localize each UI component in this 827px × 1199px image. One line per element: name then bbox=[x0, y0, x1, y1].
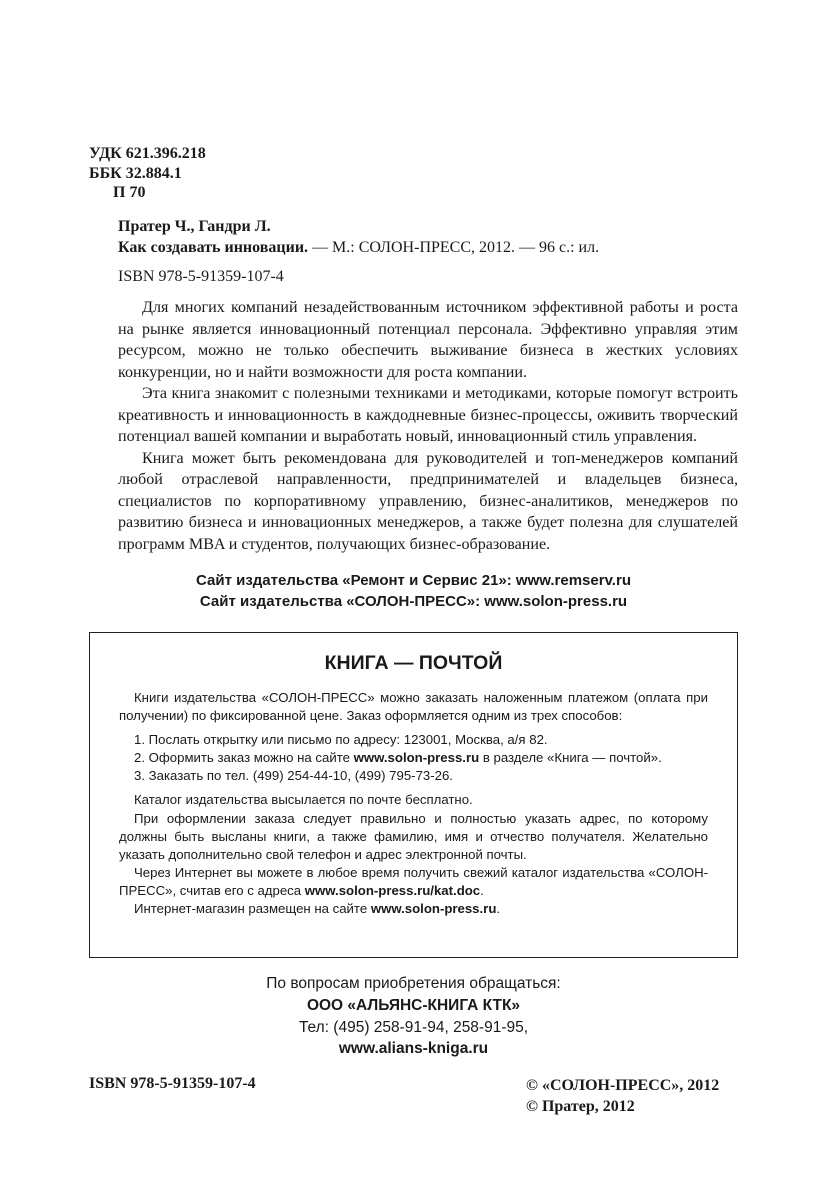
bbk-code: ББК 32.884.1 bbox=[89, 164, 182, 182]
classification-block bbox=[89, 144, 206, 203]
order-method-1: 1. Послать открытку или письмо по адресу: 123001, Москва, а/я 82. bbox=[134, 732, 548, 748]
order-method-3: 3. Заказать по тел. (499) 254-44-10, (499) 795-73-26. bbox=[134, 768, 453, 784]
shop-tail: . bbox=[496, 901, 501, 917]
site-solon: Сайт издательства «СОЛОН-ПРЕСС»: www.solon-press.ru bbox=[199, 593, 628, 610]
shop-text: Интернет-магазин размещен на сайте bbox=[134, 901, 371, 917]
authors: Пратер Ч., Гандри Л. bbox=[118, 218, 271, 235]
order-by-mail-box bbox=[89, 632, 738, 958]
catalog-online-note bbox=[119, 864, 708, 900]
udk-code: УДК 621.396.218 bbox=[89, 145, 206, 162]
publisher-sites bbox=[89, 570, 738, 612]
method2-link: www.solon-press.ru bbox=[353, 750, 480, 766]
contacts-company: ООО «АЛЬЯНС-КНИГА КТК» bbox=[306, 996, 521, 1014]
catalog-note: Каталог издательства высылается по почте бесплатно. bbox=[134, 792, 473, 808]
order-box-title: КНИГА — ПОЧТОЙ bbox=[324, 652, 503, 674]
copyright-block bbox=[526, 1075, 719, 1117]
catalog-link: www.solon-press.ru/kat.doc bbox=[304, 882, 481, 898]
order-intro: Книги издательства «СОЛОН-ПРЕСС» можно заказать наложенным платежом (оплата при получении) по фиксированной цене. Заказ оформляется одним из трех способов: bbox=[119, 690, 708, 724]
annotation-paragraph: Для многих компаний незадействованным источником эффективной работы и роста на рынке является инновационный потенциал персонала. Эффективно управляя этим ресурсом, можно не только обеспечить выживание бизнеса в жестких условиях конкуренции, но и найти возможности для роста компании. bbox=[118, 299, 738, 381]
annotation-paragraph: Эта книга знакомит с полезными техниками и методиками, которые помогут встроить креативность и инновационность в каждодневные бизнес-процессы, оживить творческий потенциал вашей компании и выработать новый, инновационный стиль управления. bbox=[118, 385, 738, 445]
contacts-phone: Тел: (495) 258-91-94, 258-91-95, bbox=[298, 1018, 529, 1036]
author-mark: П 70 bbox=[113, 184, 146, 201]
isbn-top: ISBN 978-5-91359-107-4 bbox=[118, 268, 284, 285]
shop-note bbox=[119, 900, 708, 918]
copyright-author: © Пратер, 2012 bbox=[526, 1098, 635, 1115]
contacts-website: www.alians-kniga.ru bbox=[338, 1040, 489, 1058]
method2-text: 2. Оформить заказ можно на сайте bbox=[134, 750, 354, 766]
annotation bbox=[118, 297, 738, 555]
order-method-2 bbox=[119, 749, 708, 767]
isbn-bottom: ISBN 978-5-91359-107-4 bbox=[89, 1075, 256, 1092]
shop-link: www.solon-press.ru bbox=[370, 901, 497, 917]
copyright-publisher: © «СОЛОН-ПРЕСС», 2012 bbox=[526, 1077, 720, 1094]
annotation-paragraph: Книга может быть рекомендована для руководителей и топ-менеджеров компаний любой отраслевой направленности, предпринимателей и владельцев бизнеса, специалистов по корпоративному управлению, бизнес-аналитиков, менеджеров по развитию бизнеса и инновационных менеджеров, а также будет полезна для слушателей программ MBA и студентов, получающих бизнес-образование. bbox=[118, 449, 738, 553]
site-remserv: Сайт издательства «Ремонт и Сервис 21»: www.remserv.ru bbox=[196, 572, 631, 589]
imprint: — М.: СОЛОН-ПРЕСС, 2012. — 96 с.: ил. bbox=[308, 239, 600, 256]
book-title: Как создавать инновации. bbox=[118, 239, 309, 256]
catalog-online-text: Через Интернет вы можете в любое время получить свежий каталог издательства «СОЛОН-ПРЕСС», считав его с адреса bbox=[119, 864, 708, 898]
bibliographic-record bbox=[118, 216, 599, 258]
catalog-online-tail: . bbox=[480, 882, 484, 898]
address-note: При оформлении заказа следует правильно и полностью указать адрес, по которому должны быть высланы книги, а также фамилию, имя и отчество получателя. Желательно указать дополнительно свой телефон и адрес электронной почты. bbox=[119, 810, 708, 862]
title-line bbox=[118, 237, 599, 258]
method2-tail: в разделе «Книга — почтой». bbox=[479, 750, 662, 766]
purchase-contacts bbox=[89, 973, 738, 1060]
contacts-heading: По вопросам приобретения обращаться: bbox=[266, 975, 561, 992]
